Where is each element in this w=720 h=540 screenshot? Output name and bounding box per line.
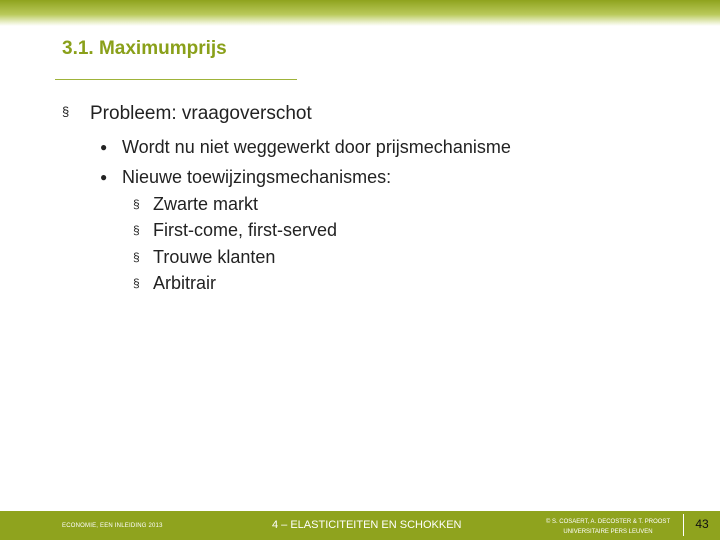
square-bullet-icon: § [133, 276, 140, 290]
footer-copyright-authors: © S. COSAERT, A. DECOSTER & T. PROOST [545, 519, 671, 525]
bullet-level2 [100, 167, 391, 188]
footer-divider [683, 514, 684, 536]
round-bullet-icon: ● [100, 170, 108, 184]
round-bullet-icon: ● [100, 140, 108, 154]
square-bullet-icon: § [133, 250, 140, 264]
bullet-level3 [133, 194, 258, 215]
bullet-level1 [62, 103, 312, 125]
footer-chapter-title: 4 – ELASTICITEITEN EN SCHOKKEN [272, 519, 462, 531]
bullet-text: Probleem: vraagoverschot [90, 103, 312, 124]
bullet-text: Arbitrair [153, 273, 217, 293]
bullet-level3 [133, 220, 337, 241]
bullet-level3 [133, 247, 275, 268]
top-header-band [0, 0, 720, 26]
square-bullet-icon: § [133, 197, 140, 211]
bullet-text: Zwarte markt [153, 194, 259, 214]
title-underline [55, 79, 297, 80]
bullet-text: Trouwe klanten [153, 247, 276, 267]
footer-copyright-publisher: UNIVERSITAIRE PERS LEUVEN [563, 529, 653, 535]
bullet-text: First-come, first-served [153, 220, 338, 240]
square-bullet-icon: § [62, 104, 70, 119]
slide-title: 3.1. Maximumprijs [62, 38, 227, 59]
footer-band [0, 511, 720, 540]
footer-course-title: ECONOMIE, EEN INLEIDING 2013 [62, 523, 163, 529]
footer-copyright [536, 517, 680, 537]
bullet-text: Nieuwe toewijzingsmechanismes: [122, 167, 392, 187]
bullet-level2 [100, 137, 511, 158]
square-bullet-icon: § [133, 223, 140, 237]
bullet-level3 [133, 273, 216, 294]
page-number: 43 [695, 517, 709, 531]
bullet-text: Wordt nu niet weggewerkt door prijsmechanisme [122, 137, 511, 157]
